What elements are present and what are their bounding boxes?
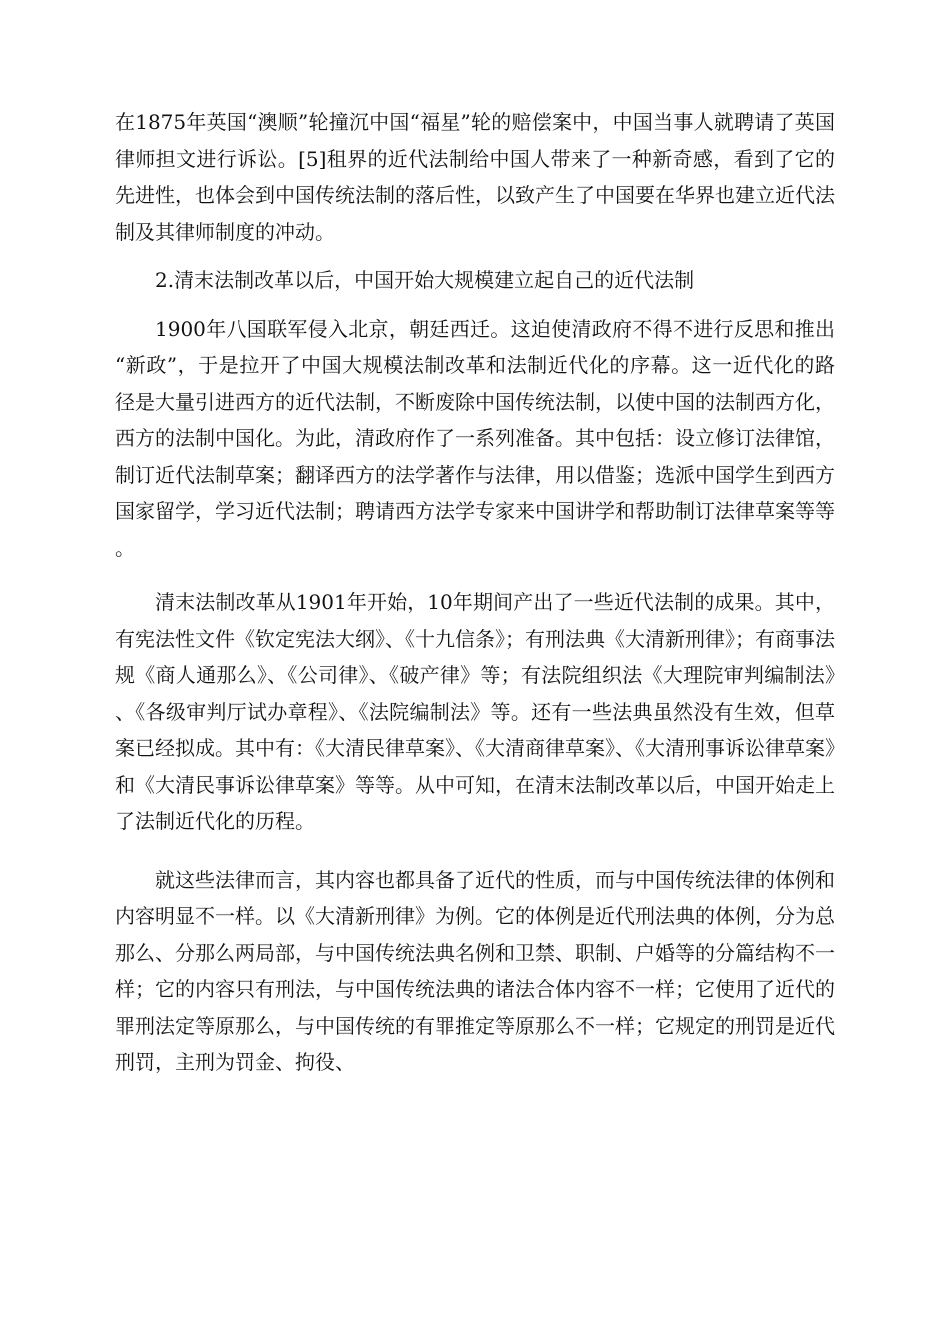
- section-heading: 2.清末法制改革以后，中国开始大规模建立起自己的近代法制: [155, 268, 695, 292]
- paragraph-continued: 在1875年英国“澳顺”轮撞沉中国“福星”轮的赔偿案中，中国当事人就聘请了英国律师担文进行诉讼。[5]租界的近代法制给中国人带来了一种新奇感，看到了它的先进性，也体会到中国传统法制的落后性，以致产生了中国要在华界也建立近代法制及其律师制度的冲动。: [115, 110, 835, 244]
- document-body: [115, 104, 835, 1081]
- paragraph-new-policy: 1900年八国联军侵入北京，朝廷西迁。这迫使清政府不得不进行反思和推出“新政”，于是拉开了中国大规模法制改革和法制近代化的序幕。这一近代化的路径是大量引进西方的近代法制，不断废除中国传统法制，以使中国的法制西方化，西方的法制中国化。为此，清政府作了一系列准备。其中包括：设立修订法律馆，制订近代法制草案；翻译西方的法学著作与法律，用以借鉴；选派中国学生到西方国家留学，学习近代法制；聘请西方法学专家来中国讲学和帮助制订法律草案等等。: [115, 316, 835, 560]
- paragraph-new-criminal-code: 就这些法律而言，其内容也都具备了近代的性质，而与中国传统法律的体例和内容明显不一样。以《大清新刑律》为例。它的体例是近代刑法典的体例，分为总那么、分那么两局部，与中国传统法典名例和卫禁、职制、户婚等的分篇结构不一样；它的内容只有刑法，与中国传统法典的诸法合体内容不一样；它使用了近代的罪刑法定等原那么，与中国传统的有罪推定等原那么不一样；它规定的刑罚是近代刑罚，主刑为罚金、拘役、: [115, 867, 835, 1074]
- paragraph-reform-results: 清末法制改革从1901年开始，10年期间产出了一些近代法制的成果。其中，有宪法性文件《钦定宪法大纲》、《十九信条》；有刑法典《大清新刑律》；有商事法规《商人通那么》、《公司律》、《破产律》等；有法院组织法《大理院审判编制法》、《各级审判厅试办章程》、《法院编制法》等。还有一些法典虽然没有生效，但草案已经拟成。其中有：《大清民律草案》、《大清商律草案》、《大清刑事诉讼律草案》和《大清民事诉讼律草案》等等。从中可知，在清末法制改革以后，中国开始走上了法制近代化的历程。: [115, 590, 835, 833]
